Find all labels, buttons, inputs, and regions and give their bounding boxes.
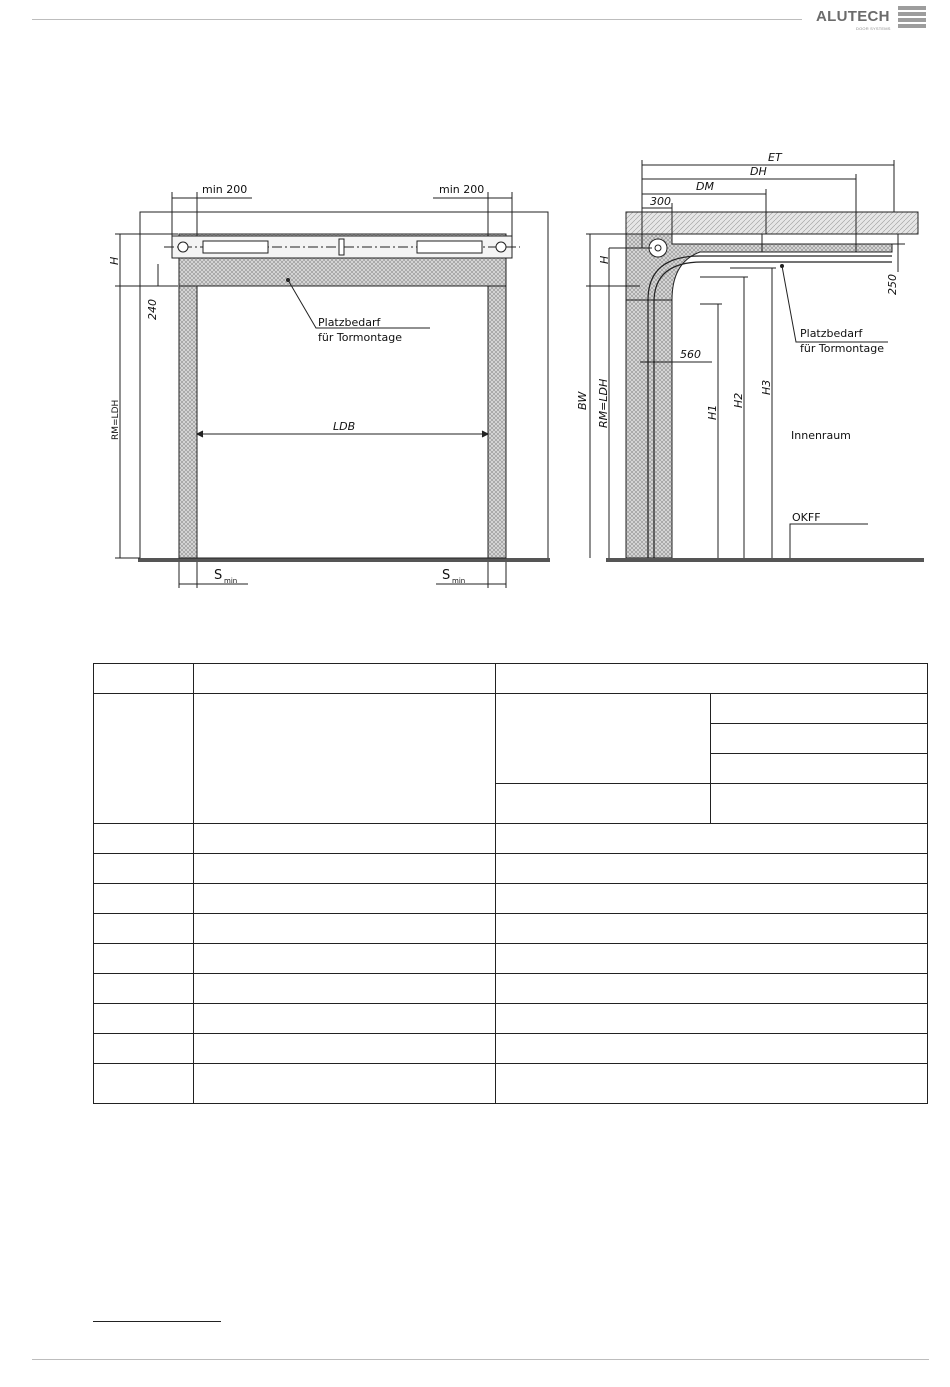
side-okff-label: OKFF [792, 511, 821, 524]
brand-subtitle: DOOR SYSTEMS [856, 26, 891, 31]
table-cell [94, 1064, 194, 1104]
brand-name: ALUTECH [816, 8, 890, 25]
table-cell [94, 1034, 194, 1064]
footer-rule [32, 1359, 929, 1360]
table-cell [495, 694, 711, 784]
front-note-line1: Platzbedarf [318, 316, 381, 329]
front-note-line2: für Tormontage [318, 331, 402, 344]
footnote-rule [93, 1321, 221, 1322]
table-cell [94, 944, 194, 974]
table-cell [711, 784, 928, 824]
table-cell [193, 944, 495, 974]
side-bw-label: BW [576, 391, 589, 410]
table-row [94, 1004, 928, 1034]
side-560-label: 560 [680, 348, 701, 361]
table-row [94, 824, 928, 854]
side-innenraum-label: Innenraum [791, 429, 851, 442]
table-cell [495, 1064, 928, 1104]
side-h2-label: H2 [732, 392, 745, 408]
front-s-right: S [442, 568, 451, 583]
front-h-label: H [108, 256, 121, 265]
table-cell [711, 754, 928, 784]
table-row [94, 884, 928, 914]
table-cell [495, 974, 928, 1004]
side-h3-label: H3 [760, 379, 773, 395]
front-s-left: S [214, 568, 223, 583]
table-cell [495, 884, 928, 914]
table-cell [94, 694, 194, 824]
front-s-right-sub: min [452, 577, 466, 585]
table-cell [495, 854, 928, 884]
side-dh-label: DH [750, 165, 767, 178]
table-cell [94, 824, 194, 854]
front-min200-right: min 200 [439, 183, 485, 196]
table-row [94, 1064, 928, 1104]
table-cell [94, 884, 194, 914]
table-cell [193, 974, 495, 1004]
table-row [94, 944, 928, 974]
table-row [94, 694, 928, 724]
table-cell [193, 1064, 495, 1104]
table-cell [193, 694, 495, 824]
front-view [115, 192, 550, 588]
side-et-label: ET [768, 151, 782, 164]
front-min200-left: min 200 [202, 183, 248, 196]
table-cell [495, 824, 928, 854]
side-dm-label: DM [696, 180, 714, 193]
table-cell [193, 1004, 495, 1034]
table-cell [94, 1004, 194, 1034]
table-cell [94, 664, 194, 694]
side-note-line1: Platzbedarf [800, 327, 863, 340]
side-300-label: 300 [650, 195, 671, 208]
side-note-line2: für Tormontage [800, 342, 884, 355]
front-240-label: 240 [146, 299, 159, 320]
table-cell [495, 664, 928, 694]
table-cell [495, 784, 711, 824]
table-cell [94, 974, 194, 1004]
table-row [94, 664, 928, 694]
table-cell [94, 854, 194, 884]
table-cell [94, 914, 194, 944]
front-ldb-label: LDB [333, 420, 356, 433]
side-h-label: H [598, 255, 611, 264]
table-cell [495, 944, 928, 974]
table-cell [495, 914, 928, 944]
table-cell [193, 884, 495, 914]
technical-drawing [0, 0, 950, 640]
table-cell [193, 854, 495, 884]
table-row [94, 974, 928, 1004]
front-rm-ldh-label: RM=LDH [111, 399, 121, 440]
table-cell [193, 824, 495, 854]
table-row [94, 854, 928, 884]
table-cell [193, 664, 495, 694]
table-row [94, 1034, 928, 1064]
table-row [94, 914, 928, 944]
table-cell [495, 1034, 928, 1064]
front-s-left-sub: min [224, 577, 238, 585]
side-view-labels [576, 151, 899, 524]
table-cell [193, 914, 495, 944]
table-cell [193, 1034, 495, 1064]
table-cell [711, 694, 928, 724]
side-view [586, 160, 924, 562]
table-cell [711, 724, 928, 754]
side-h1-label: H1 [706, 404, 719, 420]
side-rm-ldh-label: RM=LDH [597, 378, 610, 428]
side-250-label: 250 [886, 274, 899, 295]
spec-table [93, 663, 928, 1104]
table-cell [495, 1004, 928, 1034]
